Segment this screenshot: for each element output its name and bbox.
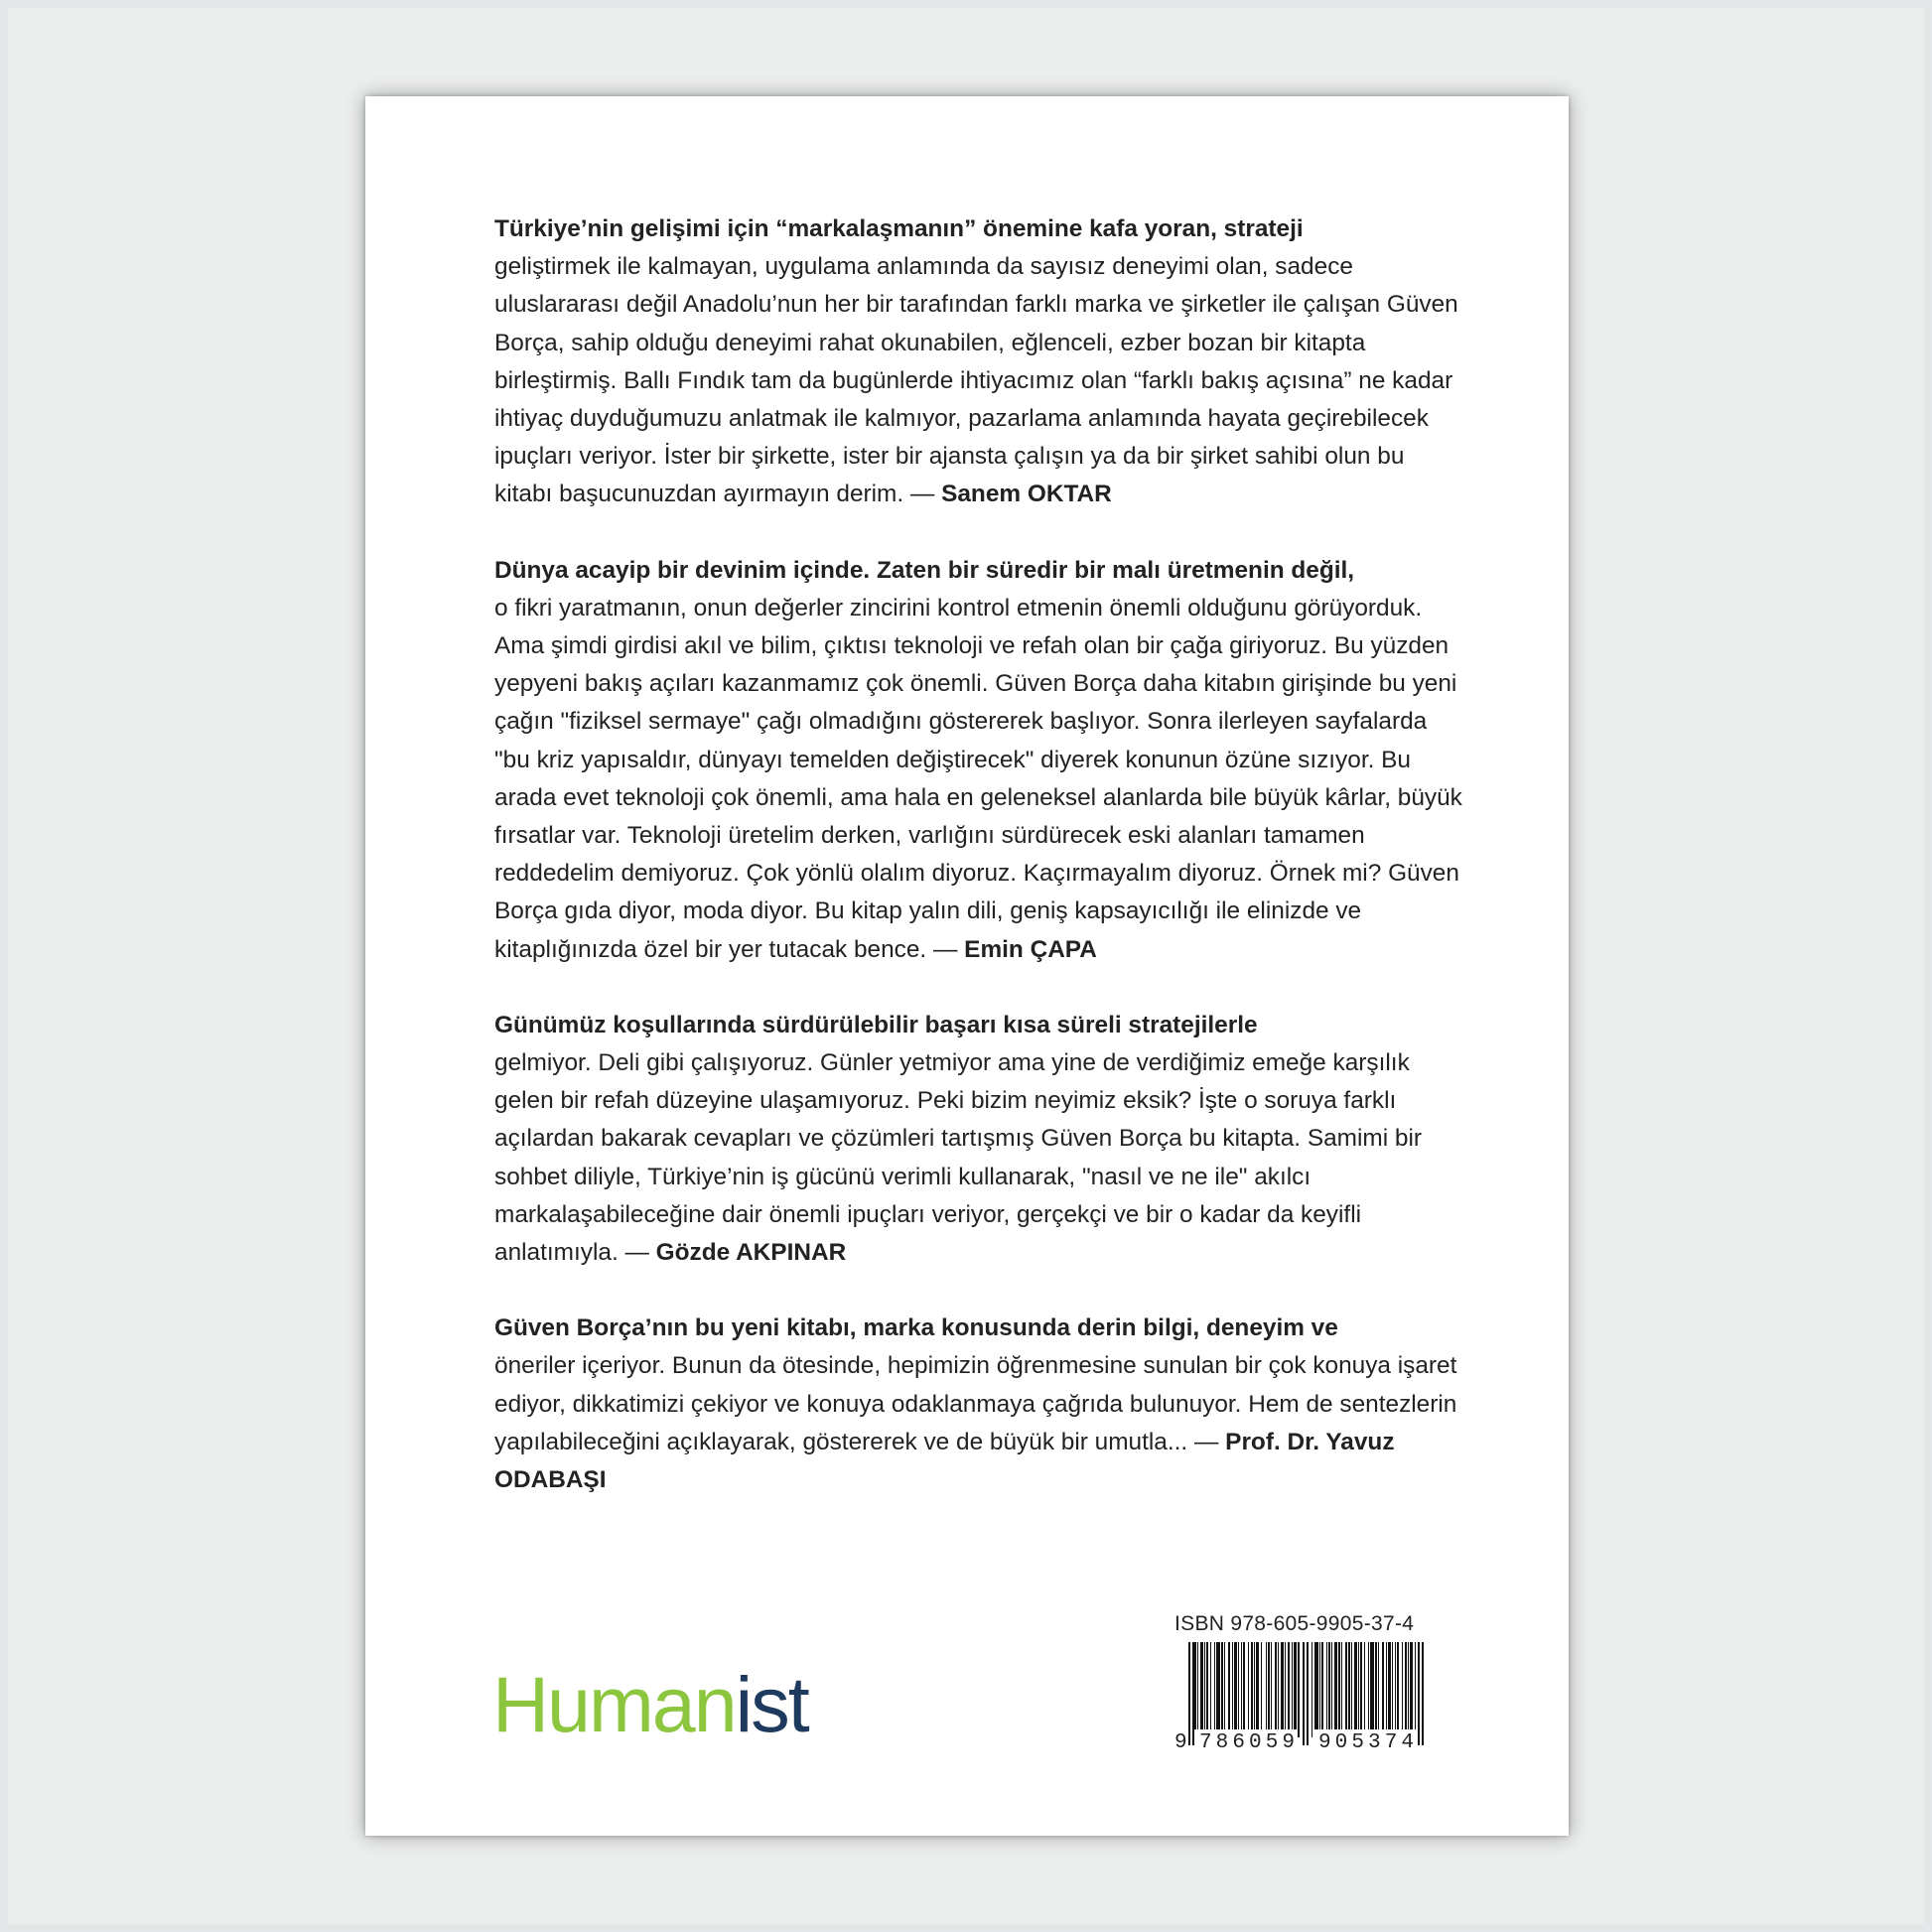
- barcode-bar: [1408, 1642, 1409, 1737]
- barcode-digits-right: 905374: [1318, 1731, 1414, 1751]
- barcode-bar: [1261, 1642, 1262, 1737]
- barcode-bar: [1281, 1642, 1284, 1737]
- blurb-1-body: geliştirmek ile kalmayan, uygulama anlamında da sayısız deneyimi olan, sadece uluslararası değil Anadolu’nun her bir tarafından farklı marka ve şirketler ile çalışan Güven Borça, sahip olduğu deneyimi rahat okunabilen, eğlenceli, ezber bozan bir kitapta birleştirmiş. Ballı Fındık tam da bugünlerde ihtiyacımız olan “farklı bakış açısına” ne kadar ihtiyaç duyduğumuzu anlatmak ile kalmıyor, pazarlama anlamında hayata geçirebilecek ipuçları veriyor. İster bir şirkette, ister bir ajansta çalışın ya da bir şirket sahibi olun bu kitabı başucunuzdan ayırmayın derim.: [494, 253, 1458, 508]
- barcode-bar: [1221, 1642, 1223, 1737]
- barcode-bar: [1370, 1642, 1374, 1737]
- barcode-guard-bar: [1303, 1642, 1305, 1745]
- blurb-3-lead: Günümüz koşullarında sürdürülebilir başarı kısa süreli stratejilerle: [494, 1011, 1258, 1038]
- blurb-2-dash: —: [926, 935, 965, 963]
- barcode-bar: [1278, 1642, 1279, 1737]
- blurb-1: [494, 210, 1462, 514]
- barcode-bar: [1326, 1642, 1327, 1737]
- barcode-guard-bar: [1188, 1642, 1190, 1745]
- blurb-3-author: Gözde AKPINAR: [655, 1239, 847, 1267]
- barcode-bar: [1321, 1642, 1323, 1737]
- blurb-2-author: Emin ÇAPA: [964, 935, 1097, 963]
- blurb-4: [494, 1310, 1462, 1499]
- barcode-bar: [1224, 1642, 1225, 1737]
- barcode-bar: [1328, 1642, 1330, 1737]
- barcode-bar: [1292, 1642, 1293, 1737]
- barcode-bar: [1368, 1642, 1369, 1737]
- barcode-bar: [1197, 1642, 1198, 1737]
- barcode-bar: [1386, 1642, 1387, 1737]
- barcode-bar: [1214, 1642, 1215, 1737]
- barcode-bar: [1216, 1642, 1220, 1737]
- barcode-bar: [1200, 1642, 1203, 1737]
- barcode-bar: [1410, 1642, 1413, 1737]
- barcode-bar: [1392, 1642, 1393, 1737]
- barcode-bar: [1334, 1642, 1337, 1737]
- barcode-bar: [1285, 1642, 1286, 1737]
- barcode-bar: [1204, 1642, 1205, 1737]
- barcode-digit-lead: 9: [1174, 1731, 1187, 1751]
- publisher-logo-part2: ist: [735, 1660, 808, 1748]
- publisher-logo-part1: Human: [492, 1660, 736, 1748]
- barcode-bar: [1388, 1642, 1391, 1737]
- barcode-digits-left: 786059: [1199, 1731, 1295, 1751]
- barcode-bar: [1294, 1642, 1297, 1737]
- barcode-guard-bar: [1192, 1642, 1194, 1745]
- barcode-bar: [1210, 1642, 1211, 1737]
- barcode-bar: [1271, 1642, 1272, 1737]
- barcode-bar: [1232, 1642, 1233, 1737]
- barcode-bar: [1358, 1642, 1359, 1737]
- barcode-bar: [1375, 1642, 1377, 1737]
- blurbs-section: [494, 210, 1462, 1537]
- barcode-bar: [1378, 1642, 1379, 1737]
- barcode-bar: [1360, 1642, 1362, 1737]
- isbn-label: ISBN 978-605-9905-37-4: [1174, 1612, 1415, 1635]
- barcode-bar: [1234, 1642, 1237, 1737]
- barcode-bar: [1243, 1642, 1245, 1737]
- barcode-bar: [1351, 1642, 1352, 1737]
- barcode-bar: [1256, 1642, 1259, 1737]
- barcode-bar: [1311, 1642, 1312, 1737]
- blurb-4-lead: Güven Borça’nın bu yeni kitabı, marka konusunda derin bilgi, deneyim ve: [494, 1314, 1338, 1342]
- blurb-2-lead: Dünya acayip bir devinim içinde. Zaten bir süredir bir malı üretmenin değil,: [494, 556, 1355, 584]
- barcode-bar: [1251, 1642, 1253, 1737]
- blurb-4-dash: —: [1187, 1428, 1226, 1455]
- barcode-bar: [1268, 1642, 1270, 1737]
- blurb-2: [494, 552, 1462, 969]
- barcode-bar: [1288, 1642, 1290, 1737]
- barcode-bar: [1238, 1642, 1239, 1737]
- barcode-bar: [1319, 1642, 1320, 1737]
- barcode-bar: [1345, 1642, 1347, 1737]
- barcode-guard-bar: [1418, 1642, 1420, 1745]
- blurb-1-lead: Türkiye’nin gelişimi için “markalaşmanın” önemine kafa yoran, strateji: [494, 215, 1304, 242]
- barcode-bar: [1397, 1642, 1399, 1737]
- barcode-bar: [1405, 1642, 1407, 1737]
- barcode-bar: [1254, 1642, 1255, 1737]
- barcode-bar: [1402, 1642, 1403, 1737]
- barcode-bar: [1194, 1642, 1196, 1737]
- barcode-bar: [1341, 1642, 1342, 1737]
- barcode-bar: [1275, 1642, 1277, 1737]
- blurb-3: [494, 1007, 1462, 1272]
- blurb-4-author: Prof. Dr. Yavuz ODABAŞI: [494, 1428, 1395, 1494]
- barcode-guard-bar: [1422, 1642, 1424, 1745]
- barcode-bar: [1364, 1642, 1365, 1737]
- barcode-bar: [1206, 1642, 1208, 1737]
- barcode-bar: [1348, 1642, 1350, 1737]
- barcode-bar: [1266, 1642, 1267, 1737]
- isbn-barcode: [1173, 1642, 1441, 1751]
- barcode-bar: [1241, 1642, 1242, 1737]
- barcode-bar: [1338, 1642, 1340, 1737]
- barcode-guard-bar: [1307, 1642, 1309, 1745]
- barcode-bar: [1382, 1642, 1384, 1737]
- blurb-4-body: öneriler içeriyor. Bunun da ötesinde, hepimizin öğrenmesine sunulan bir çok konuya işaret ediyor, dikkatimizi çekiyor ve konuya odaklanmaya çağrıda bulunuyor. Hem de sentezlerin yapılabileceğini açıklayarak, göstererek ve de büyük bir umutla...: [494, 1352, 1457, 1455]
- publisher-logo: [492, 1660, 808, 1748]
- barcode-bar: [1331, 1642, 1332, 1737]
- barcode-bar: [1395, 1642, 1396, 1737]
- blurb-1-author: Sanem OKTAR: [941, 481, 1112, 508]
- blurb-2-body: o fikri yaratmanın, onun değerler zincirini kontrol etmenin önemli olduğunu görüyorduk. Ama şimdi girdisi akıl ve bilim, çıktısı teknoloji ve refah olan bir çağa giriyoruz. Bu yüzden yepyeni bakış açıları kazanmamız çok önemli. Güven Borça daha kitabın girişinde bu yeni çağın "fiziksel sermaye" çağı olmadığını göstererek başlıyor. Sonra ilerleyen sayfalarda "bu kriz yapısaldır, dünyayı temelden değiştirecek" diyerek konunun özüne sızıyor. Bu arada evet teknoloji çok önemli, ama hala en geleneksel alanlarda bile büyük kârlar, büyük fırsatlar var. Teknoloji üretelim derken, varlığını sürdürecek eski alanları tamamen reddedelim demiyoruz. Çok yönlü olalım diyoruz. Kaçırmayalım diyoruz. Örnek mi? Güven Borça gıda diyor, moda diyor. Bu kitap yalın dili, geniş kapsayıcılığı ile elinizde ve kitaplığınızda özel bir yer tutacak bence.: [494, 594, 1462, 963]
- barcode-bar: [1248, 1642, 1249, 1737]
- barcode-bar: [1314, 1642, 1318, 1737]
- blurb-3-dash: —: [618, 1239, 656, 1267]
- blurb-3-body: gelmiyor. Deli gibi çalışıyoruz. Günler yetmiyor ama yine de verdiğimiz emeğe karşılık gelen bir refah düzeyine ulaşamıyoruz. Peki bizim neyimiz eksik? İşte o soruya farklı açılardan bakarak cevapları ve çözümleri tartışmış Güven Borça bu kitapta. Samimi bir sohbet diliyle, Türkiye’nin iş gücünü verimli kullanarak, "nasıl ve ne ile" akılcı markalaşabileceğine dair önemli ipuçları veriyor, gerçekçi ve bir o kadar da keyifli anlatımıyla.: [494, 1049, 1423, 1267]
- blurb-1-dash: —: [903, 481, 942, 508]
- barcode-bar: [1354, 1642, 1357, 1737]
- barcode-bar: [1298, 1642, 1300, 1737]
- book-back-cover: [365, 96, 1569, 1836]
- barcode-bar: [1228, 1642, 1230, 1737]
- barcode-bar: [1415, 1642, 1416, 1737]
